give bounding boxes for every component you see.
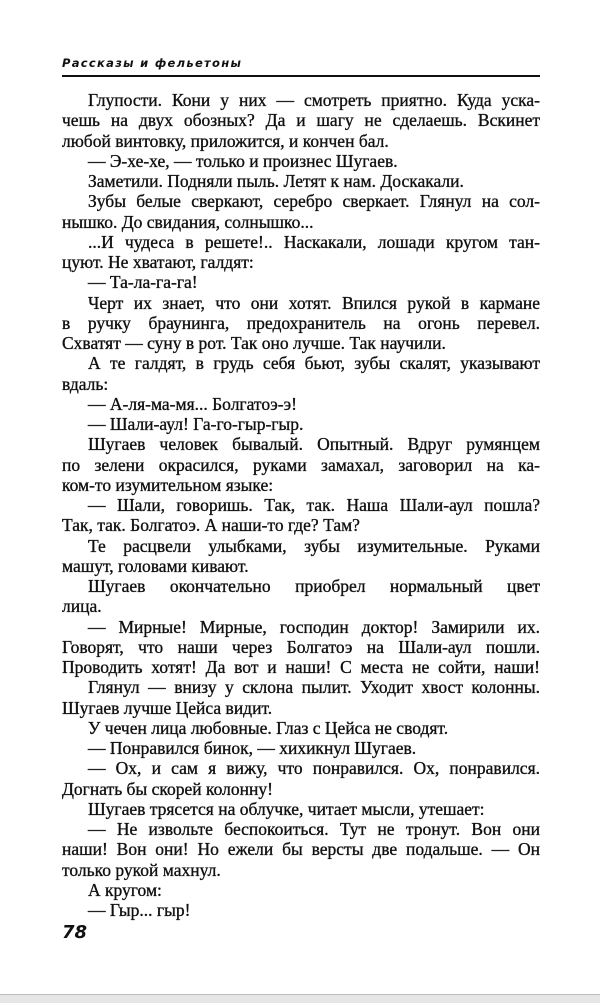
text-line: вдаль: — [62, 373, 109, 394]
text-line: — Мирные! Мирные, господин доктор! Замирили их. — [88, 616, 540, 637]
text-line: — Шали-аул! Га-го-гыр-гыр. — [88, 414, 304, 434]
text-line: — Гыр... гыр! — [88, 900, 191, 920]
text-line: — Та-ла-га-га! — [88, 272, 198, 293]
text-line: машут, головами кивают. — [62, 555, 249, 576]
text-line: цуют. Не хватают, галдят: — [62, 252, 254, 272]
text-line: Глупости. Кони у них — смотреть приятно. Куда уска- — [88, 90, 540, 110]
text-line: Проводить хотят! Да вот и наши! С места не сойти, наши! — [62, 657, 540, 677]
text-line: — Шали, говоришь. Так, так. Наша Шали-аул пошла? — [88, 495, 540, 515]
text-line: — Не извольте беспокоиться. Тут не тронут. Вон они — [88, 819, 540, 839]
text-line: Черт их знает, что они хотят. Впился рукой в кармане — [88, 292, 540, 313]
text-line: чешь на двух обозных? Да и шагу не сделаешь. Вскинет — [62, 110, 540, 131]
text-line: Так, так. Болгатоэ. А наши-то где? Там? — [62, 515, 360, 536]
text-line: Те расцвели улыбками, зубы изумительные. Руками — [88, 535, 540, 556]
text-line: ...И чудеса в решете!.. Наскакали, лошади кругом тан- — [88, 231, 540, 252]
text-line: лица. — [62, 596, 102, 617]
text-line: У чечен лица любовные. Глаз с Цейса не сводят. — [88, 717, 449, 738]
text-line: ком-то изумительном языке: — [62, 474, 274, 495]
text-line: А те галдят, в грудь себя бьют, зубы скалят, указывают — [88, 353, 540, 374]
text-line: Заметили. Подняли пыль. Летят к нам. Доскакали. — [88, 171, 464, 191]
page-number: 78 — [62, 922, 88, 943]
text-line: А кругом: — [88, 879, 162, 900]
text-line: Говорят, что наши через Болгатоэ на Шали-аул пошли. — [62, 636, 540, 657]
text-line: наши! Вон они! Но ежели бы версты две подальше. — Он — [62, 839, 540, 860]
text-line: — Ох, и сам я вижу, что понравился. Ох, понравился. — [88, 758, 540, 779]
text-line: нышко. До свидания, солнышко... — [62, 211, 314, 232]
body-text — [62, 90, 540, 920]
text-line: Шугаев окончательно приобрел нормальный цвет — [88, 576, 540, 596]
text-line: любой винтовку, приложится, и кончен бал. — [62, 130, 389, 151]
text-line: по зелени окрасился, руками замахал, заговорил на ка- — [62, 454, 540, 475]
text-line: Догнать бы скорей колонну! — [62, 778, 273, 799]
text-line: только рукой махнул. — [62, 859, 221, 880]
text-line: Глянул — внизу у склона пылит. Уходит хвост колонны. — [88, 677, 540, 698]
text-line: Шугаев лучше Цейса видит. — [62, 697, 273, 718]
header-rule — [62, 75, 540, 77]
text-line: Схватят — суну в рот. Так оно лучше. Так научили. — [62, 333, 446, 353]
text-line: Шугаев трясется на облучке, читает мысли, утешает: — [88, 798, 485, 819]
text-line: Шугаев человек бывалый. Опытный. Вдруг румянцем — [88, 434, 540, 455]
text-line: — А-ля-ма-мя... Болгатоэ-э! — [88, 393, 297, 414]
text-line: — Понравился бинок, — хихикнул Шугаев. — [88, 738, 417, 758]
text-line: в ручку браунинга, предохранитель на огонь перевел. — [62, 312, 540, 333]
running-header: Рассказы и фельетоны — [62, 56, 243, 70]
text-line: Зубы белые сверкают, серебро сверкает. Глянул на сол- — [88, 191, 540, 212]
text-line: — Э-хе-хе, — только и произнес Шугаев. — [88, 150, 398, 171]
